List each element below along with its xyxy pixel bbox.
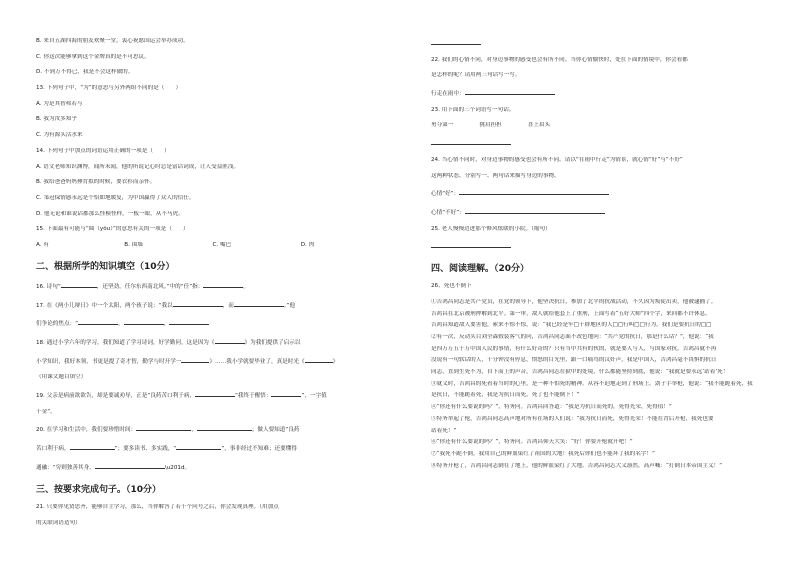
q18-note: （用课文题目填空）: [36, 374, 87, 381]
q20-cont-2: 通融：“穷则独善其身， \u201d。: [36, 462, 389, 472]
passage-line: 吉鸿昌知道敌人要害他，索来不惊不惊，说：“我已经是牢□干群地区的人□□行叫□□行为，我们是要抗日的□□: [431, 322, 712, 329]
q23-blank[interactable]: [431, 138, 511, 145]
q23-word-2: 挑肩担担: [479, 122, 502, 129]
q22-prompt: 行走在雨中：: [431, 88, 774, 98]
q13-option-a: A. 为是其智弗若与: [36, 100, 83, 107]
passage-line: ①吉鸿昌同志是共产党员，在党的领导下，他坚决抗日，参加了北平的抗战活动，不久因为叛徒出卖，他被逮捕了。: [431, 298, 717, 305]
q15-option-a: A. 有: [36, 241, 49, 248]
q15-option-c: C. 嘴巴: [212, 241, 232, 248]
q19-blank-2[interactable]: [271, 390, 301, 397]
q22-blank[interactable]: [465, 88, 555, 95]
passage-line: ⑦“我死不跪不倒。我用自己的鲜血染红了祖国的大地！我死后你们也不能坏了我的名字！”: [431, 450, 655, 457]
q20-blank-5[interactable]: [95, 462, 165, 469]
q24-blank-bad[interactable]: [465, 207, 605, 214]
q13-option-c: C. 为有源头活水来: [36, 132, 83, 139]
passage-line: 站着死！”: [431, 427, 457, 434]
section-2-heading: 二、根据所学的知识填空（10分）: [36, 261, 175, 272]
passage-line: 同志，直到生死不为，自下而上的声音，吉鸿昌同志在狱中的处境，什么都能坚持到底，他说：“我就是要永远‘站着’死！: [431, 369, 729, 376]
q17-blank-1[interactable]: [173, 300, 223, 307]
q23-word-3: 喜上眉头: [527, 122, 551, 129]
q19-cont: 千金”。: [36, 408, 56, 415]
q17-blank-5[interactable]: [169, 318, 209, 325]
q18-blank-2[interactable]: [181, 356, 209, 363]
passage-title: 26、死也不倒下: [431, 283, 472, 290]
q23-answer-line: [431, 138, 774, 148]
q17-blank-3[interactable]: [78, 318, 118, 325]
q20-blank-2[interactable]: [197, 424, 252, 431]
q20-blank-4[interactable]: [176, 443, 221, 450]
section-4-heading: 四、阅读理解。（20分）: [431, 264, 530, 275]
q18-cont: 小学知识，我好本领，书更是提了奇才智，勤学与时开学一 》……我小学就要毕业了，真是时光《 》: [36, 356, 389, 366]
q17-blank-2[interactable]: [234, 300, 284, 307]
passage-line: ⑤特务举起了枪，吉鸿昌同志高声地对所有在场的人们说：“我为抗日而死，死得光荣！不能在背后开枪，我死也要: [431, 415, 714, 422]
q23-words: [431, 122, 774, 129]
q14-option-c: C. 邹冠保情感永远是个恰如地媛复，为中国赢得了众人的信任。: [36, 194, 195, 201]
q20-cont: 苦口利于病， ”；要多读书、多实践，“ ”，事非经过不知难；还要懂得: [36, 443, 389, 453]
q16-blank-2[interactable]: [203, 281, 243, 288]
q21: 21. 只要你见贤思齐，能够自主学习，那么，当你解答了若干个问号之后，你会发现真理。（用加点: [36, 503, 279, 510]
q21-answer-line: [431, 38, 774, 48]
q25-answer-line: [431, 241, 774, 251]
q12-option-b: B. 来自五湖四海的朋友欢聚一堂，衷心祝愿国运会举办成功。: [36, 38, 189, 44]
q18-blank-1[interactable]: [215, 337, 245, 344]
passage-line: ④“你还有什么要说的吗？”，特务问。吉鸿昌回答道：“我是为抗日而死的，死得光荣，死得值！”: [431, 404, 672, 411]
q24: 24. 当心情不同时，对身边事物的感受也会有所不同。请以“在雨中行走”为情景，就心情“好”与“不好”: [431, 156, 683, 163]
passage-line: 是抗日，不能跪着死，我是为抗日而死，死了也不能倒下！”: [431, 392, 580, 399]
q16-blank-1[interactable]: [61, 281, 97, 288]
q14-option-d: D. 他无论和谁说话都那么怪模怪样，一板一眼，从不马虎。: [36, 210, 184, 217]
q20-blank-3[interactable]: [70, 443, 115, 450]
q15-option-b: B. 围墙: [124, 241, 143, 248]
q17: 17. 在《两小儿辩日》中一个太阳，两个孩子说：“我以 ，而 。”他: [36, 300, 389, 310]
q24-blank-good[interactable]: [459, 188, 609, 195]
passage-line: ③就义时，吉鸿昌的死看着当时的心里，是一种不怕死的精神。从容不迫地走到了刑场上。刽子手举枪，他说：“我不能跪着死，我: [431, 380, 753, 387]
q15-options: [36, 242, 389, 249]
passage-line: ②有一次，反动头目刘全森假装客气的问，吉鸿昌同志面不改色地问：“共产党的抗日，那是什么话？”，他说：“我: [431, 334, 714, 340]
q12-option-c: C. 你这次能够拿到这个金牌真的是不可思议。: [36, 53, 150, 60]
q17-blank-4[interactable]: [124, 318, 164, 325]
q15-option-d: D. 肉: [300, 241, 315, 248]
q14-stem: 14. 下列句子中加点的词语运用正确的一项是（ ）: [36, 147, 170, 154]
q25: 25. 老人慢慢边进那个修风炫暖的小院。（缩句）: [431, 225, 551, 232]
passage-line: 没说有一句软话的人，十分钟没有停息，愤怒的目光里，跟一口痛骂的汉奸声，我是中国人，吉鸿昌毫不畏惧的抗日: [431, 357, 717, 364]
q14-option-b: B. 我给爸爸妈妈捶背拟的时候，要衣衫而亲怀。: [36, 179, 156, 186]
q24-cont: 这两种状态，分别写一、两句话来描写身边的事物。: [431, 172, 560, 179]
q20-blank-1[interactable]: [136, 424, 191, 431]
q21-cont: 的关联词语造句）: [36, 519, 81, 526]
q20: 20. 在学习和生活中，我们要珍惜时间： ， ；做人要知道“良药: [36, 424, 389, 434]
q17-cont: 们争论的焦点：“ ， ，: [36, 318, 389, 328]
q24-bad: 心情“不好”：: [431, 207, 774, 217]
section-3-heading: 三、按要求完成句子。（10分）: [36, 484, 162, 495]
q19-blank-1[interactable]: [195, 390, 235, 397]
q18: 18. 通过小学六年的学习，我们知道了学习诗词，好学勤问。这是因为《 》为我们提供了启示以: [36, 337, 389, 347]
q22-cont: 是怎样的呢？请用两三句话写一写。: [431, 72, 521, 79]
q25-blank[interactable]: [431, 241, 511, 248]
q16: 16. 诗句“ ，还坚劲，任尔东西南北风。”中的“任”指： 。: [36, 281, 389, 291]
q12-option-d: D. 不到万不得已，我是不会这样做的。: [36, 69, 134, 76]
q21-blank[interactable]: [431, 38, 481, 45]
passage-line: ⑧特务开枪了，吉鸿昌同志倒在了地上，他的鲜血染红了大地。吉鸿昌同志大义凛然，高声喊：“打倒日本帝国主义！”: [431, 462, 723, 469]
passage-line: ⑥“你还有什么要说的吗？”，特务问。吉鸿昌仰天大笑：“好！你要开枪就开吧！”: [431, 439, 633, 446]
q14-option-a: A. 语文老师知识渊博，闻所未闻，他的所说记心时总是富话词成，让人受益匪浅。: [36, 163, 240, 170]
q13-option-b: B. 我为汝多知乎: [36, 116, 77, 123]
q13-stem: 13. 下列句子中，“为”的意思与另外两组不同的是（ ）: [36, 85, 182, 92]
q15-stem: 15. 下面最有可能与“圆（yǒu）”的意思有关的一项是（ ）: [36, 226, 189, 233]
q18-blank-3[interactable]: [305, 356, 333, 363]
q22: 22. 我们的心情不同，对身边事物的感受也会有所不同。当你心情愉快时，处在下面的情境中，你会看都: [431, 56, 688, 63]
right-page: [397, 0, 794, 562]
q24-good: 心情“好”：: [431, 188, 774, 198]
q23-word-1: 勇夺第一: [431, 122, 454, 129]
passage-line: 是四万万五千万中国人民的事情，有什么好奇的？只有当中共有的伙的，就是要人与人，与国家对抗，吉鸿昌就不再: [431, 345, 717, 352]
q19: 19. 父亲是病前欲欲告，却是要诚劝导，正是“良药苦口利于病， ”我终于醒悟： ”，一字值: [36, 390, 389, 400]
passage-line: 吉鸿昌在北京被刑押解到北平。第一审，敌人就给他套上了重刑，上面写着“五好大师”四个字，来回都不许休息。: [431, 310, 711, 317]
q23: 23. 用下面的三个词语写一句话。: [431, 106, 515, 113]
